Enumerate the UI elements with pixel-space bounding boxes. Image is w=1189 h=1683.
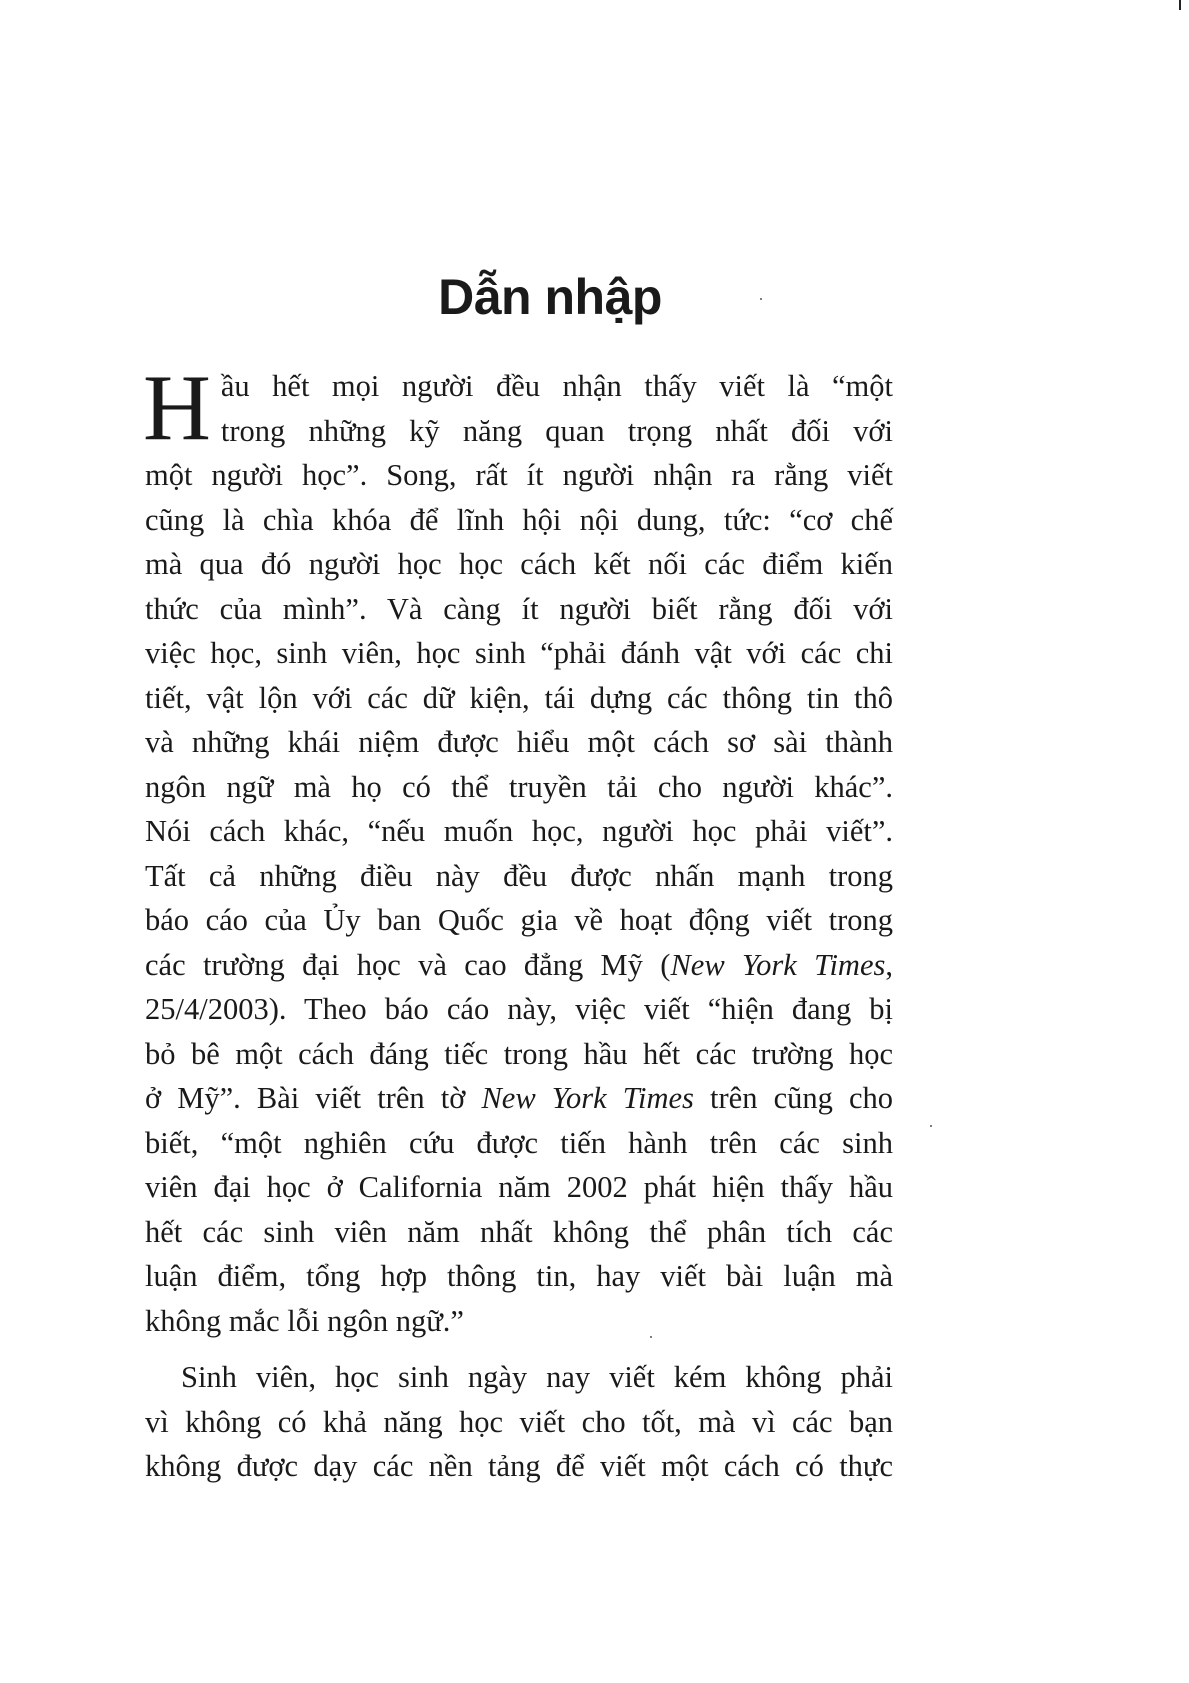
- text-line: ầu hết mọi người đều nhận thấy viết là “một: [220, 369, 893, 403]
- text-line: biết, “một nghiên cứu được tiến hành trên các sinh: [145, 1125, 893, 1160]
- text-line: [145, 1076, 893, 1121]
- text-line: không được dạy các nền tảng để viết một cách có thực: [145, 1449, 893, 1483]
- text-line: luận điểm, tổng hợp thông tin, hay viết bài luận mà: [145, 1259, 893, 1293]
- text-line: bỏ bê một cách đáng tiếc trong hầu hết các trường học: [145, 1036, 893, 1071]
- italic-publication-name: New York Times: [481, 1081, 694, 1115]
- paragraph-2: [145, 1355, 893, 1489]
- text-line: Tất cả những điều này đều được nhấn mạnh trong: [145, 858, 893, 893]
- text-run: ở Mỹ”. Bài viết trên tờ: [145, 1081, 482, 1115]
- text-line: hết các sinh viên năm nhất không thể phân tích các: [145, 1214, 893, 1249]
- page-edge-mark: [1179, 0, 1181, 10]
- text-line: tiết, vật lộn với các dữ kiện, tái dựng các thông tin thô: [145, 680, 893, 715]
- text-line: ngôn ngữ mà họ có thể truyền tải cho người khác”.: [145, 769, 893, 804]
- text-line: vì không có khả năng học viết cho tốt, mà vì các bạn: [145, 1404, 893, 1439]
- text-line: cũng là chìa khóa để lĩnh hội nội dung, tức: “cơ chế: [145, 502, 893, 537]
- text-run: các trường đại học và cao đẳng Mỹ (: [145, 947, 671, 982]
- text-line: mà qua đó người học học cách kết nối các điểm kiến: [145, 547, 893, 581]
- text-line: viên đại học ở California năm 2002 phát hiện thấy hầu: [145, 1170, 893, 1204]
- text-line: việc học, sinh viên, học sinh “phải đánh vật với các chi: [145, 636, 893, 670]
- text-line: trong những kỹ năng quan trọng nhất đối với: [220, 413, 893, 448]
- text-line: một người học”. Song, rất ít người nhận ra rằng viết: [145, 458, 893, 492]
- text-line: Nói cách khác, “nếu muốn học, người học phải viết”.: [145, 814, 893, 848]
- text-line: [145, 943, 893, 988]
- scan-speck: [930, 1125, 932, 1127]
- italic-publication-name: New York Times: [670, 947, 886, 982]
- text-line: không mắc lỗi ngôn ngữ.”: [145, 1303, 464, 1338]
- text-line: 25/4/2003). Theo báo cáo này, việc viết “hiện đang bị: [145, 992, 893, 1026]
- text-line: Sinh viên, học sinh ngày nay viết kém không phải: [181, 1360, 893, 1394]
- chapter-title: Dẫn nhập: [438, 269, 662, 325]
- text-line: báo cáo của Ủy ban Quốc gia về hoạt động viết trong: [145, 903, 893, 937]
- text-line: thức của mình”. Và càng ít người biết rằng đối với: [145, 591, 893, 626]
- paragraph-1: [143, 356, 894, 1343]
- drop-cap: H: [143, 356, 211, 460]
- text-run: ,: [885, 947, 893, 982]
- body-text: [143, 356, 894, 1489]
- text-line: và những khái niệm được hiểu một cách sơ sài thành: [145, 725, 893, 759]
- text-run: trên cũng cho: [693, 1081, 894, 1115]
